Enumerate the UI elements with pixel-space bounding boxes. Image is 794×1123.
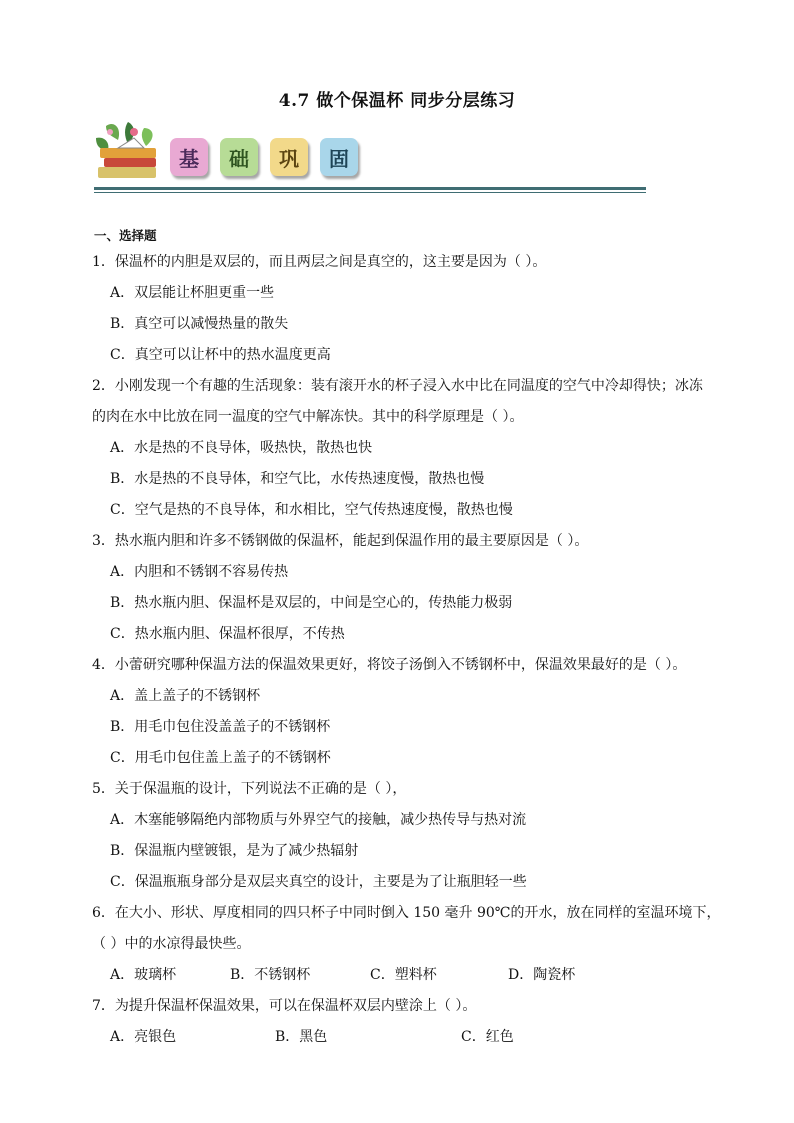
option-a: A．水是热的不良导体，吸热快，散热也快 <box>110 440 373 456</box>
option-b: B．保温瓶内壁镀银，是为了减少热辐射 <box>110 843 359 859</box>
option-a: A．木塞能够隔绝内部物质与外界空气的接触，减少热传导与热对流 <box>110 812 527 828</box>
question-stem: 6．在大小、形状、厚度相同的四只杯子中同时倒入 150 毫升 90℃的开水，放在同样的室温环境下， <box>92 905 721 921</box>
page-title: 4.7 做个保温杯 同步分层练习 <box>278 91 516 111</box>
option-a: A．盖上盖子的不锈钢杯 <box>110 688 261 704</box>
option-a: A．玻璃杯 <box>110 967 177 983</box>
option-a: A．亮银色 <box>110 1029 177 1045</box>
question-1 <box>92 247 704 371</box>
option-c: C．塑料杯 <box>370 967 437 983</box>
banner-rule <box>94 187 646 190</box>
option-a: A．双层能让杯胆更重一些 <box>110 285 275 301</box>
option-b: B．水是热的不良导体，和空气比，水传热速度慢，散热也慢 <box>110 471 485 487</box>
question-stem: 5．关于保温瓶的设计，下列说法不正确的是（ ）， <box>92 781 407 797</box>
option-c: C．空气是热的不良导体，和水相比，空气传热速度慢，散热也慢 <box>110 502 513 518</box>
option-c: C．红色 <box>461 1029 514 1045</box>
option-b: B．黑色 <box>275 1029 328 1045</box>
banner-tile-1: 基 <box>170 138 208 176</box>
question-5 <box>92 774 704 898</box>
question-stem: 2．小刚发现一个有趣的生活现象：装有滚开水的杯子浸入水中比在同温度的空气中冷却得快；冰冻 <box>92 378 703 394</box>
option-b: B．真空可以减慢热量的散失 <box>110 316 289 332</box>
question-6 <box>92 898 721 991</box>
banner-tile-4: 固 <box>320 138 358 176</box>
question-2 <box>92 371 704 526</box>
banner-tile-2: 础 <box>220 138 258 176</box>
option-b: B．用毛巾包住没盖盖子的不锈钢杯 <box>110 719 331 735</box>
option-b: B．不锈钢杯 <box>230 967 311 983</box>
question-stem: 3．热水瓶内胆和许多不锈钢做的保温杯，能起到保温作用的最主要原因是（ ）。 <box>92 533 589 549</box>
banner-rule-thin <box>94 192 646 193</box>
option-c: C．热水瓶内胆、保温杯很厚，不传热 <box>110 626 345 642</box>
option-a: A．内胆和不锈钢不容易传热 <box>110 564 289 580</box>
question-stem: 1．保温杯的内胆是双层的，而且两层之间是真空的，这主要是因为（ ）。 <box>92 254 547 270</box>
banner-tile-3: 巩 <box>270 138 308 176</box>
question-list <box>92 225 721 1053</box>
question-stem: 4．小蕾研究哪种保温方法的保温效果更好，将饺子汤倒入不锈钢杯中，保温效果最好的是（ ）。 <box>92 657 687 673</box>
question-stem-cont: （ ）中的水凉得最快些。 <box>92 936 251 952</box>
question-3 <box>92 526 704 650</box>
options-row <box>92 1022 704 1053</box>
section-banner <box>88 118 648 196</box>
question-stem: 7．为提升保温杯保温效果，可以在保温杯双层内壁涂上（ ）。 <box>92 998 477 1014</box>
option-c: C．保温瓶瓶身部分是双层夹真空的设计，主要是为了让瓶胆轻一些 <box>110 874 527 890</box>
question-4 <box>92 650 704 774</box>
options-row <box>92 960 704 991</box>
question-7 <box>92 991 704 1053</box>
option-c: C．用毛巾包住盖上盖子的不锈钢杯 <box>110 750 331 766</box>
option-d: D．陶瓷杯 <box>508 967 576 983</box>
option-b: B．热水瓶内胆、保温杯是双层的，中间是空心的，传热能力极弱 <box>110 595 513 611</box>
books-plant-illustration <box>88 118 164 186</box>
option-c: C．真空可以让杯中的热水温度更高 <box>110 347 331 363</box>
section-heading: 一、选择题 <box>94 228 157 243</box>
question-stem-cont: 的肉在水中比放在同一温度的空气中解冻快。其中的科学原理是（ ）。 <box>92 409 524 425</box>
